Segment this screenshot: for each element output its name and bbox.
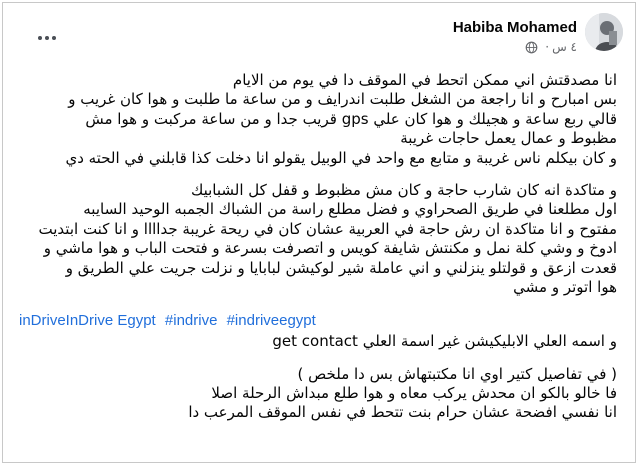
more-dot-icon: [52, 36, 56, 40]
post-line: قعدت ازعق و قولتلو ينزلني و اني عاملة شير لوكيشن لبابايا و نزلت جريت علي الطريق و: [65, 258, 617, 277]
post-header: [453, 13, 623, 54]
post-line: انا نفسي افضحة عشان حرام بنت تتحط في نفس الموقف المرعب دا: [188, 403, 617, 422]
post-line: فا خالو بالكو ان محدش يركب معاه و هوا طلع مبداش الرحلة اصلا: [211, 384, 617, 403]
post-timestamp[interactable]: ٤ س: [552, 40, 577, 54]
post-line: و اسمه العلي الابليكيشن غير اسمة العلي get contact: [272, 332, 617, 351]
post-line: و كان بيكلم ناس غريبة و متابع مع واحد في الوبيل يقولو انا دخلت كذا قابلني في الحته دي: [65, 148, 617, 167]
post-meta: [525, 40, 577, 54]
author-block: [453, 19, 577, 54]
author-name[interactable]: Habiba Mohamed: [452, 19, 577, 36]
paragraph-gap: [17, 297, 617, 310]
post-options-button[interactable]: [33, 27, 61, 49]
post-line: انا مصدقتش اني ممكن اتحط في الموقف دا في يوم من الايام: [232, 71, 617, 89]
post-line: ( في تفاصيل كتير اوي انا مكتبتهاش بس دا ملخص ): [297, 364, 617, 383]
post-line: بس امبارح و انا راجعة من الشغل طلبت اندرايف و من ساعة ما طلبت و هوا كان غريب و: [68, 90, 617, 109]
post-line: مفتوح و انا متاكدة ان رش حاجة في العربية عشان كان في ريحة غريبة جداااا و انا كنت ابتديت: [38, 219, 617, 238]
post-card: [2, 2, 636, 463]
post-line: ادوخ و وشي كلة نمل و مكنتش شايفة كويس و اتصرفت بسرعة و فتحت الباب و هوا ماشي و: [43, 239, 617, 258]
paragraph-gap: [17, 352, 617, 365]
avatar[interactable]: [585, 13, 623, 51]
hashtag-row: [19, 310, 617, 332]
avatar-image: [585, 13, 623, 51]
more-dot-icon: [45, 36, 49, 40]
post-line: اول مطلعنا في طريق الصحراوي و فضل مطلع راسة من الشباك الجمبه الوحيد السايبه: [83, 200, 617, 219]
post-line: و متاكدة انه كان شارب حاجة و كان مش مظبوط و قفل كل الشبابيك: [190, 180, 617, 199]
meta-separator: ·: [545, 40, 550, 54]
post-line: هوا اتوتر و مشي: [513, 277, 617, 296]
post-text: [17, 71, 617, 423]
hashtag-link[interactable]: #indriveegypt: [226, 312, 316, 330]
hashtag-link[interactable]: inDriveInDrive Egypt: [19, 312, 156, 330]
hashtag-link[interactable]: #indrive: [164, 312, 218, 330]
more-dot-icon: [38, 36, 42, 40]
post-line: مظبوط و عمال يعمل حاجات غريبة: [400, 129, 617, 148]
post-line: قالي ربع ساعة و هجيلك و هوا كان علي gps قريب جدا و من ساعة مركبت و هوا مش: [85, 109, 617, 128]
paragraph-gap: [17, 168, 617, 181]
globe-icon: [525, 41, 538, 54]
